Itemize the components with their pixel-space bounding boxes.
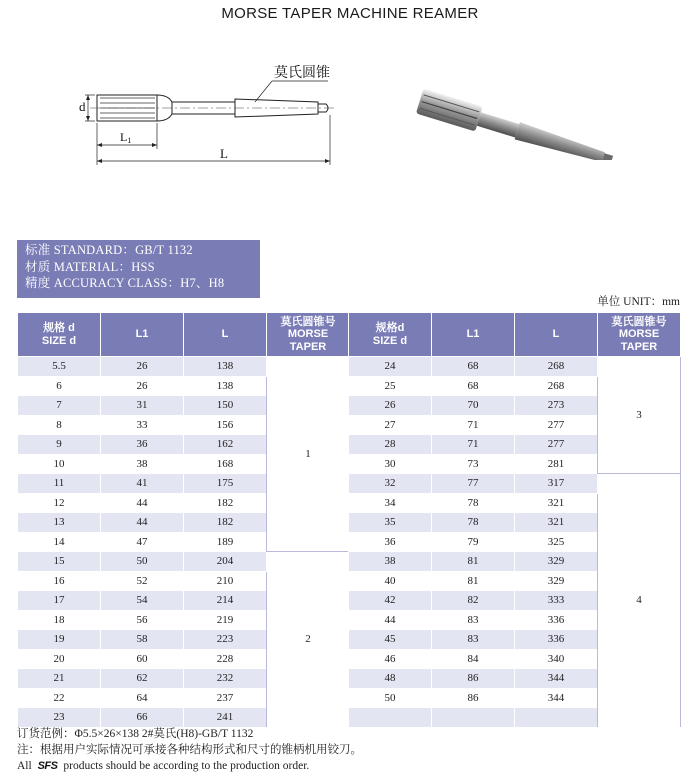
l1-cell xyxy=(432,708,515,728)
l-cell: 277 xyxy=(515,415,598,435)
l1-cell: 73 xyxy=(432,454,515,474)
l1-cell: 58 xyxy=(101,630,184,650)
table-row xyxy=(18,357,350,377)
footnotes xyxy=(17,726,362,774)
note-prefix: All xyxy=(17,760,32,772)
l-cell: 268 xyxy=(515,376,598,396)
taper-cell: 3 xyxy=(598,357,681,474)
l-cell xyxy=(515,708,598,728)
taper-header-cn: 莫氏圆锥号 xyxy=(611,315,667,328)
l1-cell: 83 xyxy=(432,630,515,650)
l-cell: 241 xyxy=(184,708,267,728)
taper-header-en-1: MORSE xyxy=(618,328,660,341)
l-cell: 336 xyxy=(515,610,598,630)
size-cell: 50 xyxy=(349,688,432,708)
size-cell: 48 xyxy=(349,669,432,689)
size-cell: 20 xyxy=(18,649,101,669)
size-cell: 11 xyxy=(18,474,101,494)
taper-header-en-2: TAPER xyxy=(620,340,658,353)
note-chinese: 注：根据用户实际情况可承接各种结构形式和尺寸的锥柄机用铰刀。 xyxy=(17,744,362,756)
size-table-right xyxy=(348,312,681,728)
l1-cell: 26 xyxy=(101,357,184,377)
size-cell: 24 xyxy=(349,357,432,377)
size-cell: 18 xyxy=(18,610,101,630)
specification-box xyxy=(17,240,260,298)
size-cell: 42 xyxy=(349,591,432,611)
l1-cell: 44 xyxy=(101,493,184,513)
l-cell: 281 xyxy=(515,454,598,474)
size-cell: 38 xyxy=(349,552,432,572)
size-cell: 16 xyxy=(18,571,101,591)
size-cell: 10 xyxy=(18,454,101,474)
l-cell: 277 xyxy=(515,435,598,455)
l-cell: 210 xyxy=(184,571,267,591)
l-cell: 325 xyxy=(515,532,598,552)
l1-cell: 33 xyxy=(101,415,184,435)
order-example: 订货范例：Φ5.5×26×138 2#莫氏(H8)-GB/T 1132 xyxy=(17,728,254,740)
l-cell: 150 xyxy=(184,396,267,416)
l-cell: 344 xyxy=(515,669,598,689)
l-cell: 138 xyxy=(184,376,267,396)
l1-header: L1 xyxy=(432,313,515,357)
page-title: MORSE TAPER MACHINE REAMER xyxy=(221,5,479,22)
size-cell: 7 xyxy=(18,396,101,416)
l1-cell: 78 xyxy=(432,493,515,513)
size-cell: 36 xyxy=(349,532,432,552)
l-cell: 204 xyxy=(184,552,267,572)
table-header-row xyxy=(18,313,350,357)
l1-cell: 41 xyxy=(101,474,184,494)
l1-cell: 71 xyxy=(432,415,515,435)
l-cell: 228 xyxy=(184,649,267,669)
l1-cell: 68 xyxy=(432,357,515,377)
size-cell: 9 xyxy=(18,435,101,455)
brand-logo: SFS xyxy=(37,760,58,772)
table-body-left xyxy=(18,357,350,728)
size-cell: 40 xyxy=(349,571,432,591)
l-cell: 189 xyxy=(184,532,267,552)
l-cell: 321 xyxy=(515,513,598,533)
taper-header xyxy=(598,313,681,357)
l-cell: 336 xyxy=(515,630,598,650)
size-cell: 22 xyxy=(18,688,101,708)
size-cell: 19 xyxy=(18,630,101,650)
size-cell: 35 xyxy=(349,513,432,533)
taper-cell: 1 xyxy=(267,357,350,552)
l-cell: 268 xyxy=(515,357,598,377)
l-cell: 329 xyxy=(515,552,598,572)
size-cell: 21 xyxy=(18,669,101,689)
size-cell: 26 xyxy=(349,396,432,416)
l1-cell: 64 xyxy=(101,688,184,708)
l1-cell: 56 xyxy=(101,610,184,630)
l-cell: 138 xyxy=(184,357,267,377)
l-cell: 237 xyxy=(184,688,267,708)
l-cell: 156 xyxy=(184,415,267,435)
l1-cell: 78 xyxy=(432,513,515,533)
svg-text:L1 xyxy=(120,130,131,145)
l1-cell: 54 xyxy=(101,591,184,611)
size-header-en: SIZE d xyxy=(372,334,408,347)
table-row xyxy=(349,474,681,494)
l1-cell: 86 xyxy=(432,688,515,708)
table-body-right xyxy=(349,357,681,728)
size-header-en: SIZE d xyxy=(41,334,77,347)
note-suffix: products should be according to the production order. xyxy=(63,760,310,772)
size-cell: 23 xyxy=(18,708,101,728)
l1-cell: 82 xyxy=(432,591,515,611)
l-cell: 333 xyxy=(515,591,598,611)
diameter-label: d xyxy=(79,99,86,114)
size-cell: 28 xyxy=(349,435,432,455)
size-cell: 17 xyxy=(18,591,101,611)
size-cell: 8 xyxy=(18,415,101,435)
size-header-cn: 规格 d xyxy=(43,322,75,334)
size-cell: 14 xyxy=(18,532,101,552)
size-cell: 12 xyxy=(18,493,101,513)
morse-taper-callout: 莫氏圆锥 xyxy=(274,65,330,81)
table-header-row xyxy=(349,313,681,357)
taper-header-en-2: TAPER xyxy=(289,340,327,353)
l-cell: 232 xyxy=(184,669,267,689)
note-english xyxy=(17,758,362,774)
l1-label: L xyxy=(120,130,128,144)
size-cell: 15 xyxy=(18,552,101,572)
l-cell: 175 xyxy=(184,474,267,494)
size-cell: 5.5 xyxy=(18,357,101,377)
size-cell xyxy=(349,708,432,728)
l-cell: 214 xyxy=(184,591,267,611)
l-header: L xyxy=(515,313,598,357)
l1-cell: 70 xyxy=(432,396,515,416)
l-cell: 329 xyxy=(515,571,598,591)
size-header xyxy=(349,313,432,357)
table-row xyxy=(349,357,681,377)
l1-cell: 31 xyxy=(101,396,184,416)
l1-cell: 77 xyxy=(432,474,515,494)
size-table-left xyxy=(17,312,350,728)
l-header: L xyxy=(184,313,267,357)
length-label: L xyxy=(220,146,228,161)
l1-cell: 81 xyxy=(432,571,515,591)
l1-header: L1 xyxy=(101,313,184,357)
standard-spec: 标准 STANDARD：GB/T 1132 xyxy=(25,243,193,257)
taper-header-en-1: MORSE xyxy=(287,328,329,341)
l1-cell: 68 xyxy=(432,376,515,396)
size-cell: 13 xyxy=(18,513,101,533)
l-cell: 168 xyxy=(184,454,267,474)
l-cell: 317 xyxy=(515,474,598,494)
reamer-technical-drawing xyxy=(60,55,360,170)
l1-cell: 38 xyxy=(101,454,184,474)
l-cell: 321 xyxy=(515,493,598,513)
l1-subscript: 1 xyxy=(127,136,132,145)
l1-cell: 62 xyxy=(101,669,184,689)
taper-cell: 2 xyxy=(267,552,350,728)
unit-note: 单位 UNIT：mm xyxy=(597,296,680,308)
l1-cell: 81 xyxy=(432,552,515,572)
l1-cell: 83 xyxy=(432,610,515,630)
size-cell: 45 xyxy=(349,630,432,650)
l1-cell: 47 xyxy=(101,532,184,552)
size-cell: 25 xyxy=(349,376,432,396)
l1-cell: 60 xyxy=(101,649,184,669)
size-cell: 30 xyxy=(349,454,432,474)
size-cell: 32 xyxy=(349,474,432,494)
l-cell: 182 xyxy=(184,513,267,533)
l1-cell: 66 xyxy=(101,708,184,728)
l1-cell: 26 xyxy=(101,376,184,396)
taper-header-cn: 莫氏圆锥号 xyxy=(280,315,336,328)
size-cell: 46 xyxy=(349,649,432,669)
accuracy-spec: 精度 ACCURACY CLASS：H7、H8 xyxy=(25,276,225,290)
material-spec: 材质 MATERIAL：HSS xyxy=(25,259,155,274)
l1-cell: 79 xyxy=(432,532,515,552)
l1-cell: 44 xyxy=(101,513,184,533)
size-cell: 34 xyxy=(349,493,432,513)
l1-cell: 50 xyxy=(101,552,184,572)
size-header xyxy=(18,313,101,357)
l-cell: 344 xyxy=(515,688,598,708)
taper-header xyxy=(267,313,350,357)
table-row xyxy=(18,552,350,572)
size-header-cn: 规格d xyxy=(375,322,405,334)
l-cell: 340 xyxy=(515,649,598,669)
l-cell: 219 xyxy=(184,610,267,630)
l1-cell: 86 xyxy=(432,669,515,689)
reamer-product-photo xyxy=(400,80,640,160)
l-cell: 223 xyxy=(184,630,267,650)
size-cell: 27 xyxy=(349,415,432,435)
l1-cell: 84 xyxy=(432,649,515,669)
l1-cell: 36 xyxy=(101,435,184,455)
l-cell: 182 xyxy=(184,493,267,513)
taper-cell: 4 xyxy=(598,474,681,728)
l-cell: 162 xyxy=(184,435,267,455)
size-cell: 44 xyxy=(349,610,432,630)
size-cell: 6 xyxy=(18,376,101,396)
l-cell: 273 xyxy=(515,396,598,416)
l1-cell: 52 xyxy=(101,571,184,591)
l1-cell: 71 xyxy=(432,435,515,455)
